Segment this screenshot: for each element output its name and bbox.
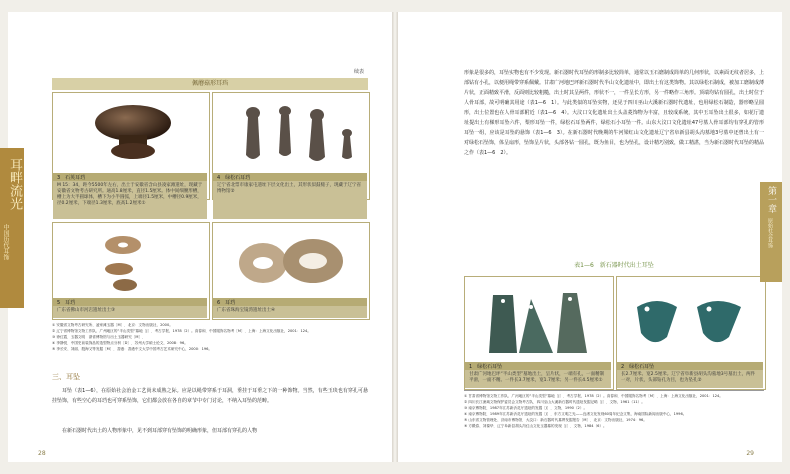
header-right: 续表	[353, 69, 364, 75]
right-page	[398, 12, 782, 462]
section-heading: 三、耳坠	[52, 373, 80, 381]
caption-5-title: 5 耳珰	[53, 298, 207, 307]
caption-3-text: M 15：34，距今5500年左右，出土于安徽省含山县凌家滩遗址，现藏于安徽省文物考古研究所。通高1.8厘米，直径1.5厘米。体中间细腰形槽，槽上为大半圆球体，槽下为小半圆弧，上端径1.5厘米，中槽径0.9厘米，径0.2厘米，下端径1.3厘米，底高1.2厘米①	[53, 181, 207, 219]
caption-5-text: 广东省佛山市河宕遗址出土③	[53, 306, 207, 318]
footnote: ① 安徽省文物考古研究所、凌家滩玉器［M］．北京：文物出版社，2000。	[52, 323, 173, 327]
side-title-big: 耳畔流光	[7, 158, 22, 210]
footnote: ③ 徐红霞．玉器文明 浙省博物馆与出土玉器研究［M］．	[52, 335, 146, 339]
footnote: ③ 南京博物院．1987年江苏新沂花厅遗址的发掘［J］．文物，1990（2）。	[464, 406, 588, 410]
side-title-sub: 中国历代耳饰	[2, 224, 9, 260]
caption-6-title: 6 耳珰	[213, 298, 367, 307]
footnote: ⑤ 李长安、刘丽、殷海又等发掘［M］．香港：香港中文大学中国考古艺术研究中心，2000：196。	[52, 347, 213, 351]
turquoise-pendant-pair-illustration	[465, 277, 613, 361]
footnote: ② 辽宁省博物馆文物工作队、广州地区的“半山类型”墓地［J］．考古学报，1978（2）。高春和．中国服饰名物考［M］．上海：上海文化出版社，2001：124。	[52, 329, 311, 333]
stone-earplug-illustration	[53, 93, 209, 173]
footnote: ④ 李静悦．中国史前装饰品的造型特点分析［D］．苏州大学硕士论文，2008：96。	[52, 341, 188, 345]
right-footnotes	[464, 390, 764, 429]
fish-pendant-illustration	[617, 277, 765, 361]
left-page-number: 28	[38, 450, 46, 457]
footnote: ④ 南京博物院．1989年江苏新沂花厅遗址的发掘［J］．东方文明之光——良渚文化发现60周年纪念文集，海南国际新闻出版中心，1996。	[464, 412, 687, 416]
left-page	[2, 12, 392, 462]
caption-4-text: 辽宁省北票市康家屯遗址下层文化出土，其形状似鼓槌子，现藏于辽宁省博物馆②	[213, 181, 367, 219]
left-paragraph-1: 耳坠（表1—6），在原始社会治金工艺尚未成熟之际。应是以绳带穿系于耳洞，垂挂于耳垂之下的一种饰物。当然，有些玉玦也有穿孔可悬挂坠饰，有些空心的耳珰也可穿系坠饰，它们都会放在各自的章节中专门讨论，不纳入耳坠的范畴。	[52, 388, 368, 404]
table-title: 佩蘑菇形耳珰	[52, 78, 368, 90]
chapter-label: 第一章	[766, 186, 776, 213]
caption-r2-title: 2 绿松石耳坠	[617, 362, 763, 371]
right-paragraph: 形象是很多的，耳坠实物也有不少发现。新石器时代耳坠的形制多比较简单，通常以玉石磨制成简单的几何形状，以素面无纹者居多，上部钻有小孔，以便用绳带穿系佩戴。甘肃广河地巴坪新石器时代半山文化遗址中，即出土有这类饰物。其以绿松石制成，被加工磨制成薄片状，正面精致平滑，反面则比较粗糙，出土时其呈两件，形状不一，一件呈长方形，另一件略作三角形。顶端均钻有圆孔，出土时位于人骨耳部，故可明确其用途（表1—6 1）。与此类似的耳坠实物，还见于四川巫山大溪新石器时代遗址，也用绿松石制造，器形略呈圆形，出土位置也在人骨耳部附近（表1—6 4）。大汶口文化遗址出土头盖菱饰物为丰富，且较成系统，其中玉耳坠出土很多，如花厅遗址提出土有梯形耳坠六件，梨形耳坠一件，绿松石耳坠两件，绿松石小耳坠一件。山东大汶口文化遗址47号墓人骨耳部均有穿孔的管形耳坠一组，应该是耳坠的悬饰（表1—6 3）。在新石器时代晚期的牛河梁红山文化遗址辽宁省阜新县胡头沟墓地3号墓中还曾出土有一对绿松石坠饰，体呈扇形，坠饰呈片状，头部各钻一圆孔，既为鱼目，也为坠孔，设计精巧别致，做工精湛，当为新石器时代耳坠的精品之作（表1—6 2）。	[464, 70, 765, 156]
chapter-sub-label: 原始社会耳饰	[767, 218, 773, 248]
chapter-side-banner	[0, 148, 24, 308]
earring-5-illustration	[53, 223, 209, 299]
caption-r1-text: 甘肃广河地巴坪“半山类型”墓地出土，呈片状，一端有孔，一面精制平滑，一面不精。一件长3.7厘米，宽1.7厘米；另一件长4.5厘米①	[465, 370, 611, 388]
footnote: ① 甘肃省博物馆文物工作队、广河地区的“半山类型”墓地［J］．考古学报，1978（2）。高春和．中国服饰名物考［M］．上海：上海文化出版社，2001：124。	[464, 394, 723, 398]
earring-6-illustration	[213, 223, 369, 299]
chapter-tab	[760, 182, 782, 282]
turquoise-earplug-illustration	[213, 93, 369, 173]
right-page-number: 29	[746, 450, 754, 457]
footnote: ⑥ 方殿春、刘葆华．辽宁阜新县胡头沟红山文化玉器墓的发现［J］．文物，1984（6）。	[464, 424, 607, 428]
right-table-title: 表1—6 新石器时代出土耳坠	[464, 260, 764, 272]
left-footnotes	[52, 322, 368, 352]
caption-4-title: 4 绿松石耳珰	[213, 173, 367, 182]
caption-r2-text: 长2.7厘米、宽2.5厘米。辽宁省阜新县胡头沟墓地3号墓出土，两件一对，片状，头部钻孔为目，也为坠孔②	[617, 370, 763, 388]
caption-6-text: 广东省珠海宝镜湾遗址出土④	[213, 306, 367, 318]
caption-3-title: 3 石英耳珰	[53, 173, 207, 182]
footnote: ② 四川长江流域文物保护委员会文物考古队．四川巫山大溪新石器时代遗址发掘记略［J］．文物，1961（11）。	[464, 400, 645, 404]
left-paragraph-2: 在新石器时代出土的人物形象中，见不到耳部穿有坠饰的明确形象，但耳部有穿孔的人物	[62, 428, 258, 434]
footnote: ⑤ 山东省文物管理处、济南市博物馆．大汶口：新石器时代墓葬发掘报告［M］．北京：文物出版社，1974：96。	[464, 418, 647, 422]
caption-r1-title: 1 绿松石耳坠	[465, 362, 611, 371]
